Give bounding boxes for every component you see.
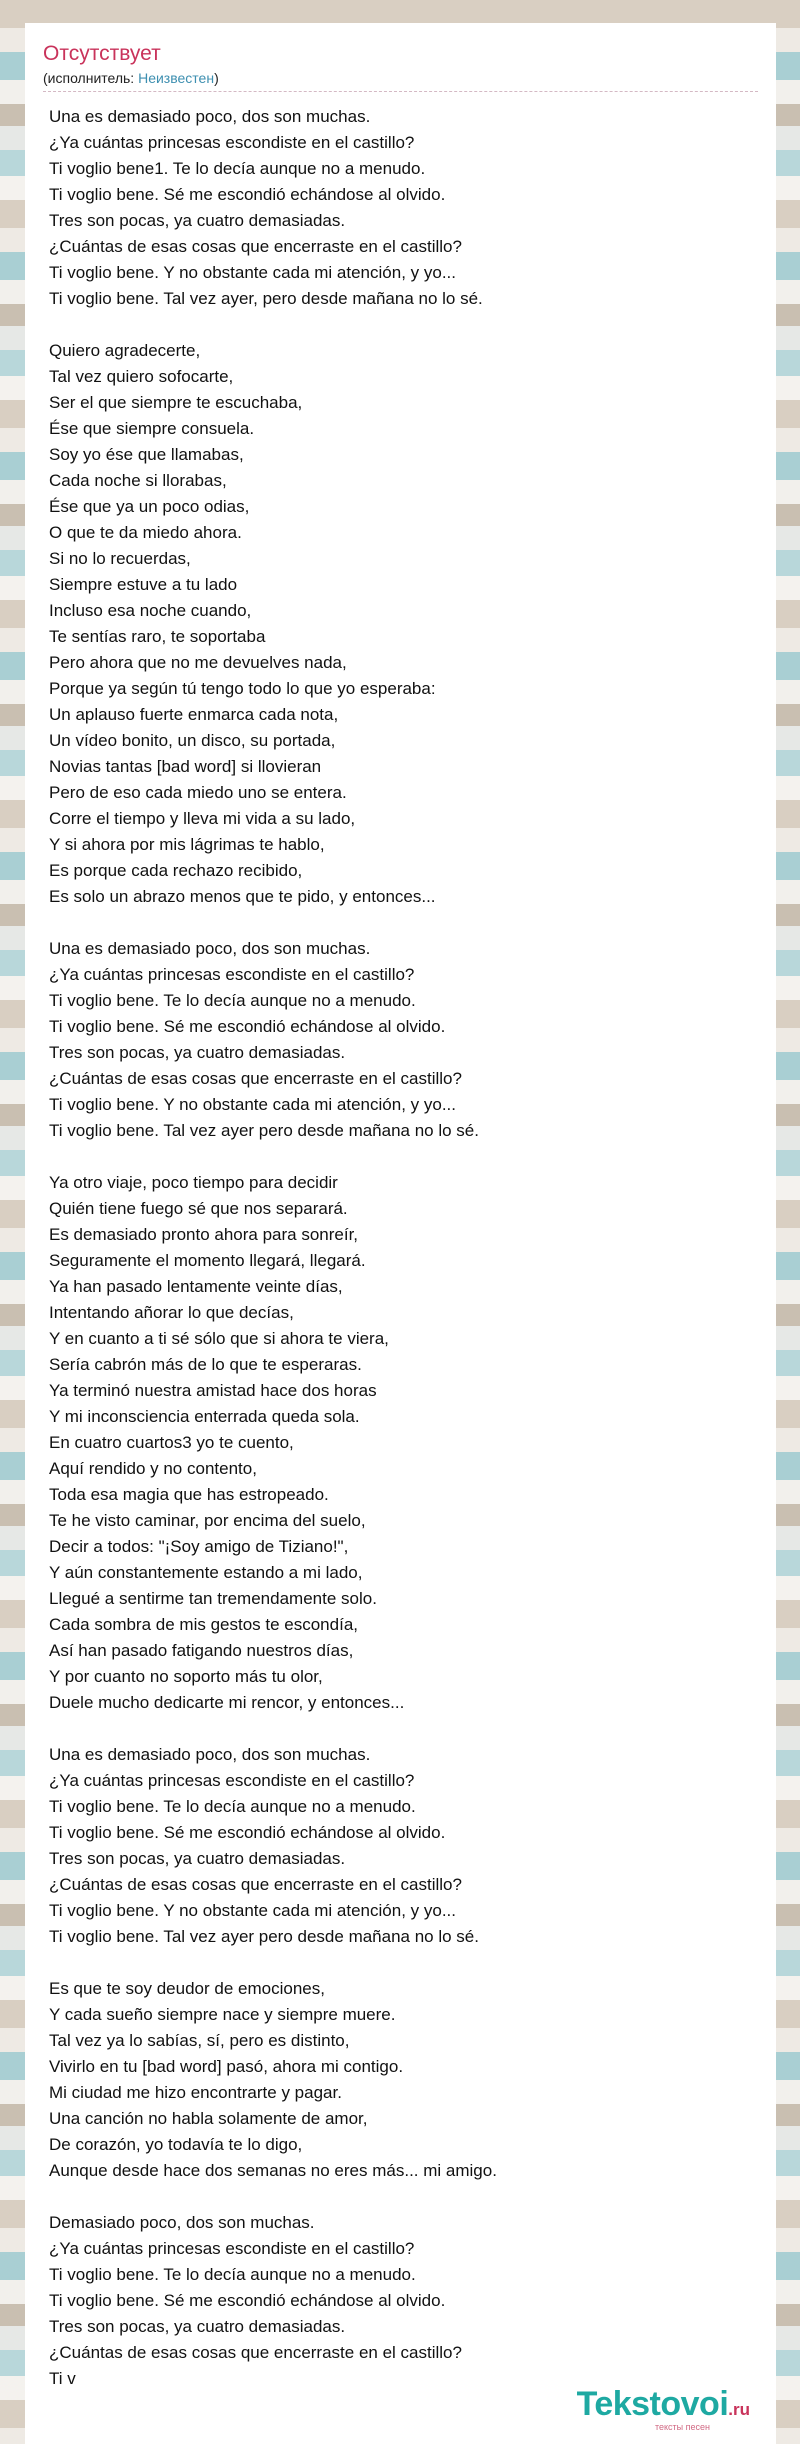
lyric-line: Siempre estuve a tu lado (49, 575, 238, 594)
lyric-line: Es porque cada rechazo recibido, (49, 861, 303, 880)
lyrics-card (25, 23, 776, 2444)
logo-tagline: тексты песен (654, 2422, 710, 2432)
lyric-line: Ya otro viaje, poco tiempo para decidir (49, 1173, 338, 1192)
lyric-line: Corre el tiempo y lleva mi vida a su lado, (49, 809, 356, 828)
lyric-line: Es demasiado pronto ahora para sonreír, (49, 1225, 359, 1244)
lyric-line: Novias tantas [bad word] si llovieran (49, 757, 322, 776)
lyric-line: Aunque desde hace dos semanas no eres más... mi amigo. (49, 2161, 497, 2180)
lyric-line: Ti voglio bene. Tal vez ayer, pero desde mañana no lo sé. (49, 289, 483, 308)
lyric-line: Tal vez ya lo sabías, sí, pero es distinto, (49, 2031, 350, 2050)
lyric-line: Te sentías raro, te soportaba (49, 627, 266, 646)
lyric-line: Y si ahora por mis lágrimas te hablo, (49, 835, 325, 854)
lyric-line: Aquí rendido y no contento, (49, 1459, 257, 1478)
lyric-line: Quiero agradecerte, (49, 341, 201, 360)
lyric-line: ¿Cuántas de esas cosas que encerraste en el castillo? (49, 1875, 462, 1894)
lyric-line: Ti voglio bene. Y no obstante cada mi atención, y yo... (49, 263, 456, 282)
lyric-line: Ti voglio bene. Tal vez ayer pero desde mañana no lo sé. (49, 1121, 479, 1140)
lyric-line: ¿Ya cuántas princesas escondiste en el castillo? (49, 2239, 415, 2258)
lyric-line: Incluso esa noche cuando, (49, 601, 252, 620)
lyric-line: Cada sombra de mis gestos te escondía, (49, 1615, 358, 1634)
stanza (49, 1976, 758, 2184)
lyric-line: Una es demasiado poco, dos son muchas. (49, 1745, 371, 1764)
lyric-line: Quién tiene fuego sé que nos separará. (49, 1199, 348, 1218)
lyric-line: Ti voglio bene1. Te lo decía aunque no a menudo. (49, 159, 426, 178)
lyric-line: Tres son pocas, ya cuatro demasiadas. (49, 211, 346, 230)
lyric-line: Soy yo ése que llamabas, (49, 445, 244, 464)
lyric-line: Ti voglio bene. Te lo decía aunque no a menudo. (49, 1797, 416, 1816)
lyric-line: Ti voglio bene. Y no obstante cada mi atención, y yo... (49, 1901, 456, 1920)
lyric-line: Porque ya según tú tengo todo lo que yo esperaba: (49, 679, 436, 698)
stanza (49, 1170, 758, 1716)
logo-tld: .ru (728, 2400, 750, 2419)
lyric-line: Intentando añorar lo que decías, (49, 1303, 294, 1322)
lyric-line: Mi ciudad me hizo encontrarte y pagar. (49, 2083, 342, 2102)
lyric-line: Toda esa magia que has estropeado. (49, 1485, 329, 1504)
lyric-line: Tres son pocas, ya cuatro demasiadas. (49, 1849, 346, 1868)
lyric-line: Ti voglio bene. Sé me escondió echándose al olvido. (49, 185, 446, 204)
lyric-line: Ya han pasado lentamente veinte días, (49, 1277, 343, 1296)
lyric-line: Ti voglio bene. Tal vez ayer pero desde mañana no lo sé. (49, 1927, 479, 1946)
lyric-line: ¿Cuántas de esas cosas que encerraste en el castillo? (49, 2343, 462, 2362)
lyric-line: Tres son pocas, ya cuatro demasiadas. (49, 1043, 346, 1062)
lyric-line: Pero de eso cada miedo uno se entera. (49, 783, 347, 802)
lyric-line: Una es demasiado poco, dos son muchas. (49, 939, 371, 958)
artist-prefix: (исполнитель: (43, 70, 139, 86)
lyric-line: Ti voglio bene. Sé me escondió echándose al olvido. (49, 2291, 446, 2310)
lyric-line: ¿Ya cuántas princesas escondiste en el castillo? (49, 965, 415, 984)
artist-suffix: ) (214, 70, 219, 86)
stanza (49, 1742, 758, 1950)
lyric-line: ¿Cuántas de esas cosas que encerraste en el castillo? (49, 1069, 462, 1088)
lyric-line: Ya terminó nuestra amistad hace dos horas (49, 1381, 377, 1400)
lyric-line: Seguramente el momento llegará, llegará. (49, 1251, 366, 1270)
lyric-line: Cada noche si llorabas, (49, 471, 227, 490)
lyric-line: ¿Ya cuántas princesas escondiste en el castillo? (49, 133, 415, 152)
stanza (49, 104, 758, 312)
lyric-line: Duele mucho dedicarte mi rencor, y entonces... (49, 1693, 405, 1712)
lyric-line: Ti voglio bene. Y no obstante cada mi atención, y yo... (49, 1095, 456, 1114)
lyric-line: O que te da miedo ahora. (49, 523, 242, 542)
lyrics-body (49, 104, 758, 2392)
lyric-line: Una canción no habla solamente de amor, (49, 2109, 368, 2128)
lyric-line: Y por cuanto no soporto más tu olor, (49, 1667, 323, 1686)
lyric-line: Es que te soy deudor de emociones, (49, 1979, 325, 1998)
lyric-line: Sería cabrón más de lo que te esperaras. (49, 1355, 362, 1374)
lyric-line: Y aún constantemente estando a mi lado, (49, 1563, 363, 1582)
lyric-line: Ti voglio bene. Sé me escondió echándose al olvido. (49, 1823, 446, 1842)
lyric-line: Vivirlo en tu [bad word] pasó, ahora mi contigo. (49, 2057, 404, 2076)
lyric-line: Y mi inconsciencia enterrada queda sola. (49, 1407, 360, 1426)
stanza (49, 936, 758, 1144)
artist-link[interactable]: Неизвестен (138, 70, 215, 86)
lyric-line: Ése que ya un poco odias, (49, 497, 250, 516)
lyric-line: Ser el que siempre te escuchaba, (49, 393, 303, 412)
lyric-line: Ti v (49, 2369, 76, 2388)
lyric-line: Ti voglio bene. Sé me escondió echándose al olvido. (49, 1017, 446, 1036)
lyric-line: Un aplauso fuerte enmarca cada nota, (49, 705, 339, 724)
lyric-line: Ti voglio bene. Te lo decía aunque no a menudo. (49, 991, 416, 1010)
lyric-line: ¿Cuántas de esas cosas que encerraste en el castillo? (49, 237, 462, 256)
lyric-line: Te he visto caminar, por encima del suelo, (49, 1511, 366, 1530)
lyric-line: Decir a todos: "¡Soy amigo de Tiziano!", (49, 1537, 349, 1556)
lyric-line: Es solo un abrazo menos que te pido, y entonces... (49, 887, 436, 906)
lyric-line: Demasiado poco, dos son muchas. (49, 2213, 315, 2232)
lyric-line: Y cada sueño siempre nace y siempre muere. (49, 2005, 396, 2024)
lyric-line: Un vídeo bonito, un disco, su portada, (49, 731, 336, 750)
lyric-line: Así han pasado fatigando nuestros días, (49, 1641, 354, 1660)
lyric-line: Tal vez quiero sofocarte, (49, 367, 234, 386)
lyric-line: ¿Ya cuántas princesas escondiste en el castillo? (49, 1771, 415, 1790)
lyric-line: Llegué a sentirme tan tremendamente solo. (49, 1589, 377, 1608)
lyric-line: De corazón, yo todavía te lo digo, (49, 2135, 303, 2154)
title-divider (43, 91, 758, 92)
lyric-line: Ése que siempre consuela. (49, 419, 255, 438)
lyric-line: Pero ahora que no me devuelves nada, (49, 653, 347, 672)
logo-name: Tekstovoi (576, 2385, 729, 2423)
stanza (49, 2210, 758, 2392)
site-logo[interactable] (577, 2386, 750, 2432)
lyric-line: Si no lo recuerdas, (49, 549, 191, 568)
lyric-line: Y en cuanto a ti sé sólo que si ahora te viera, (49, 1329, 389, 1348)
lyric-line: Tres son pocas, ya cuatro demasiadas. (49, 2317, 346, 2336)
lyric-line: En cuatro cuartos3 yo te cuento, (49, 1433, 294, 1452)
stanza (49, 338, 758, 910)
song-title: Отсутствует (43, 42, 161, 65)
artist-byline (43, 69, 758, 87)
lyric-line: Ti voglio bene. Te lo decía aunque no a menudo. (49, 2265, 416, 2284)
lyric-line: Una es demasiado poco, dos son muchas. (49, 107, 371, 126)
